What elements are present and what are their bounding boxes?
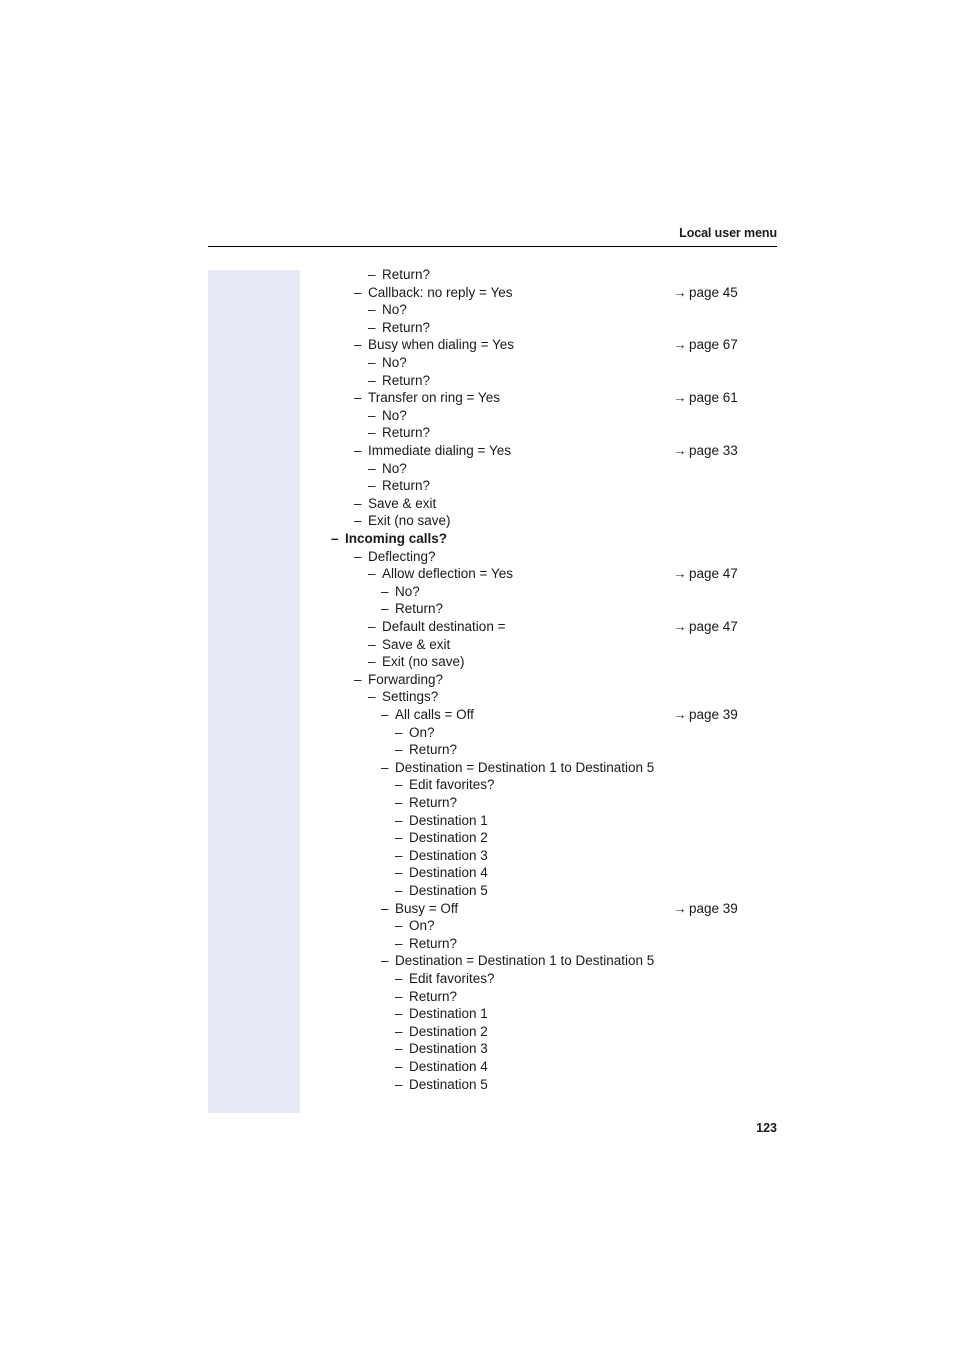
menu-item-label: Return? bbox=[382, 425, 431, 441]
arrow-right-icon: → bbox=[673, 390, 687, 406]
menu-item-label: No? bbox=[382, 302, 407, 318]
menu-item bbox=[0, 917, 954, 935]
page-reference-text: page 47 bbox=[689, 619, 738, 634]
menu-item bbox=[0, 812, 954, 830]
menu-item-bullet: – bbox=[381, 583, 389, 599]
menu-item-bullet: – bbox=[368, 654, 376, 670]
menu-item-bullet: – bbox=[368, 302, 376, 318]
menu-item bbox=[0, 407, 954, 425]
menu-item-bullet: – bbox=[395, 742, 403, 758]
menu-item-label: Destination 4 bbox=[409, 1059, 488, 1074]
menu-item-bullet: – bbox=[368, 478, 376, 494]
menu-item bbox=[0, 583, 954, 601]
menu-item bbox=[0, 653, 954, 671]
menu-item-bullet: – bbox=[395, 1041, 403, 1057]
menu-item-label: Edit favorites? bbox=[409, 971, 495, 986]
page-reference-text: page 39 bbox=[689, 707, 738, 722]
menu-item-label: Destination = Destination 1 to Destination 5 bbox=[395, 953, 655, 969]
menu-item-bullet: – bbox=[395, 830, 403, 846]
menu-item bbox=[0, 847, 954, 865]
menu-item bbox=[0, 565, 954, 583]
menu-item-label: All calls = Off bbox=[395, 707, 474, 722]
menu-item-bullet: – bbox=[381, 759, 389, 775]
menu-item-bullet: – bbox=[368, 636, 376, 652]
menu-item bbox=[0, 952, 954, 970]
menu-item-bullet: – bbox=[368, 267, 376, 282]
menu-item-label: Destination 5 bbox=[409, 883, 488, 898]
menu-item-label: Default destination = bbox=[382, 619, 506, 634]
page-reference-text: page 33 bbox=[689, 443, 738, 458]
menu-item-bullet: – bbox=[354, 671, 362, 687]
menu-item-label: Destination 2 bbox=[409, 830, 488, 846]
menu-item-bullet: – bbox=[395, 1076, 403, 1092]
menu-item-label: Return? bbox=[409, 742, 458, 758]
menu-item bbox=[0, 301, 954, 319]
menu-item bbox=[0, 284, 954, 302]
menu-item-bullet: – bbox=[395, 883, 403, 898]
menu-item-label: Save & exit bbox=[382, 636, 451, 652]
menu-item-label: Forwarding? bbox=[368, 671, 444, 687]
menu-item-bullet: – bbox=[368, 566, 376, 582]
menu-item-bullet: – bbox=[395, 935, 403, 951]
menu-item bbox=[0, 759, 954, 777]
menu-item-label: No? bbox=[382, 407, 407, 423]
menu-item-bullet: – bbox=[381, 601, 389, 617]
menu-item-label: Destination 1 bbox=[409, 812, 488, 828]
menu-item-bullet: – bbox=[368, 407, 376, 423]
menu-item bbox=[0, 389, 954, 407]
menu-item bbox=[0, 706, 954, 724]
page-number: 123 bbox=[756, 1121, 777, 1135]
menu-item-bullet: – bbox=[368, 619, 376, 634]
menu-item-label: Exit (no save) bbox=[368, 513, 451, 529]
page-reference bbox=[673, 565, 738, 583]
page-reference bbox=[673, 389, 738, 407]
menu-item-label: Allow deflection = Yes bbox=[382, 566, 513, 582]
menu-item bbox=[0, 776, 954, 794]
menu-item bbox=[0, 530, 954, 548]
menu-item bbox=[0, 1058, 954, 1076]
menu-item-label: Destination 5 bbox=[409, 1076, 488, 1092]
menu-item bbox=[0, 882, 954, 900]
menu-item-bullet: – bbox=[368, 460, 376, 476]
menu-item-bullet: – bbox=[368, 319, 376, 335]
arrow-right-icon: → bbox=[673, 619, 687, 634]
page-reference bbox=[673, 442, 738, 460]
menu-item bbox=[0, 1076, 954, 1094]
menu-item-bullet: – bbox=[368, 425, 376, 441]
menu-item-label: Destination = Destination 1 to Destination 5 bbox=[395, 759, 655, 775]
page-reference-text: page 45 bbox=[689, 284, 738, 300]
menu-item-bullet: – bbox=[331, 531, 339, 546]
menu-item-label: Incoming calls? bbox=[345, 531, 448, 546]
arrow-right-icon: → bbox=[673, 284, 687, 300]
menu-item bbox=[0, 1005, 954, 1023]
menu-item-label: Busy = Off bbox=[395, 900, 459, 916]
menu-item-bullet: – bbox=[395, 865, 403, 881]
menu-item bbox=[0, 829, 954, 847]
page-reference bbox=[673, 336, 738, 354]
menu-item-bullet: – bbox=[395, 988, 403, 1004]
menu-item-label: No? bbox=[382, 460, 407, 476]
menu-item-label: Deflecting? bbox=[368, 548, 436, 564]
menu-item-label: No? bbox=[382, 355, 407, 370]
menu-item-label: Return? bbox=[382, 319, 431, 335]
menu-item-bullet: – bbox=[395, 1006, 403, 1022]
menu-item-bullet: – bbox=[354, 548, 362, 564]
menu-item-bullet: – bbox=[368, 689, 376, 705]
menu-item-bullet: – bbox=[395, 847, 403, 863]
menu-item-bullet: – bbox=[354, 390, 362, 406]
menu-item-bullet: – bbox=[395, 724, 403, 740]
menu-item-bullet: – bbox=[395, 812, 403, 828]
menu-item-label: On? bbox=[409, 918, 435, 934]
menu-item-bullet: – bbox=[395, 971, 403, 986]
menu-item-label: Return? bbox=[382, 267, 431, 282]
menu-item-label: Destination 3 bbox=[409, 847, 488, 863]
page-reference-text: page 67 bbox=[689, 337, 738, 353]
menu-item-bullet: – bbox=[354, 443, 362, 458]
menu-item bbox=[0, 266, 954, 284]
menu-item-bullet: – bbox=[381, 900, 389, 916]
menu-item bbox=[0, 354, 954, 372]
menu-item bbox=[0, 336, 954, 354]
menu-item-label: Return? bbox=[409, 988, 458, 1004]
menu-item-label: Edit favorites? bbox=[409, 777, 495, 793]
menu-item-label: Return? bbox=[409, 795, 458, 810]
arrow-right-icon: → bbox=[673, 566, 687, 582]
menu-item-label: Immediate dialing = Yes bbox=[368, 443, 511, 458]
menu-item-label: Settings? bbox=[382, 689, 439, 705]
running-header: Local user menu bbox=[679, 226, 777, 240]
menu-item bbox=[0, 1023, 954, 1041]
menu-item bbox=[0, 319, 954, 337]
menu-item bbox=[0, 372, 954, 390]
page-reference-text: page 39 bbox=[689, 900, 738, 916]
menu-item-bullet: – bbox=[354, 284, 362, 300]
menu-item bbox=[0, 988, 954, 1006]
menu-item bbox=[0, 424, 954, 442]
menu-item-label: Save & exit bbox=[368, 495, 437, 511]
page-reference bbox=[673, 618, 738, 636]
menu-item-bullet: – bbox=[354, 337, 362, 353]
menu-item-bullet: – bbox=[368, 372, 376, 388]
menu-item-bullet: – bbox=[381, 953, 389, 969]
page-reference-text: page 61 bbox=[689, 390, 738, 406]
menu-item bbox=[0, 900, 954, 918]
menu-item bbox=[0, 741, 954, 759]
menu-item-bullet: – bbox=[354, 495, 362, 511]
menu-item-label: Destination 4 bbox=[409, 865, 488, 881]
menu-item-label: Destination 3 bbox=[409, 1041, 488, 1057]
menu-item bbox=[0, 970, 954, 988]
menu-item bbox=[0, 460, 954, 478]
menu-item bbox=[0, 600, 954, 618]
menu-item bbox=[0, 935, 954, 953]
menu-item-label: Destination 1 bbox=[409, 1006, 488, 1022]
page-reference bbox=[673, 706, 738, 724]
menu-item bbox=[0, 548, 954, 566]
menu-item-bullet: – bbox=[395, 918, 403, 934]
page-reference bbox=[673, 900, 738, 918]
menu-item-bullet: – bbox=[395, 1023, 403, 1039]
menu-item-label: Return? bbox=[382, 372, 431, 388]
menu-item-bullet: – bbox=[368, 355, 376, 370]
menu-item-label: Callback: no reply = Yes bbox=[368, 284, 513, 300]
menu-item-bullet: – bbox=[395, 777, 403, 793]
menu-item-label: Transfer on ring = Yes bbox=[368, 390, 500, 406]
arrow-right-icon: → bbox=[673, 337, 687, 353]
menu-item bbox=[0, 512, 954, 530]
header-rule bbox=[208, 246, 777, 247]
menu-item-label: Return? bbox=[382, 478, 431, 494]
menu-item-label: Exit (no save) bbox=[382, 654, 465, 670]
arrow-right-icon: → bbox=[673, 443, 687, 458]
menu-item bbox=[0, 688, 954, 706]
page-reference-text: page 47 bbox=[689, 566, 738, 582]
menu-item-bullet: – bbox=[395, 1059, 403, 1074]
menu-item bbox=[0, 671, 954, 689]
menu-item bbox=[0, 794, 954, 812]
menu-item-bullet: – bbox=[395, 795, 403, 810]
menu-item bbox=[0, 724, 954, 742]
page-reference bbox=[673, 284, 738, 302]
menu-item-label: Return? bbox=[395, 601, 444, 617]
menu-item bbox=[0, 477, 954, 495]
menu-item bbox=[0, 1040, 954, 1058]
menu-item-label: Destination 2 bbox=[409, 1023, 488, 1039]
menu-item-label: No? bbox=[395, 583, 420, 599]
menu-item bbox=[0, 864, 954, 882]
menu-item bbox=[0, 495, 954, 513]
menu-item bbox=[0, 442, 954, 460]
arrow-right-icon: → bbox=[673, 707, 687, 722]
menu-item-label: Return? bbox=[409, 935, 458, 951]
menu-item-bullet: – bbox=[354, 513, 362, 529]
menu-item bbox=[0, 636, 954, 654]
menu-item-label: Busy when dialing = Yes bbox=[368, 337, 514, 353]
menu-item-label: On? bbox=[409, 724, 435, 740]
menu-item-bullet: – bbox=[381, 707, 389, 722]
arrow-right-icon: → bbox=[673, 900, 687, 916]
menu-item bbox=[0, 618, 954, 636]
